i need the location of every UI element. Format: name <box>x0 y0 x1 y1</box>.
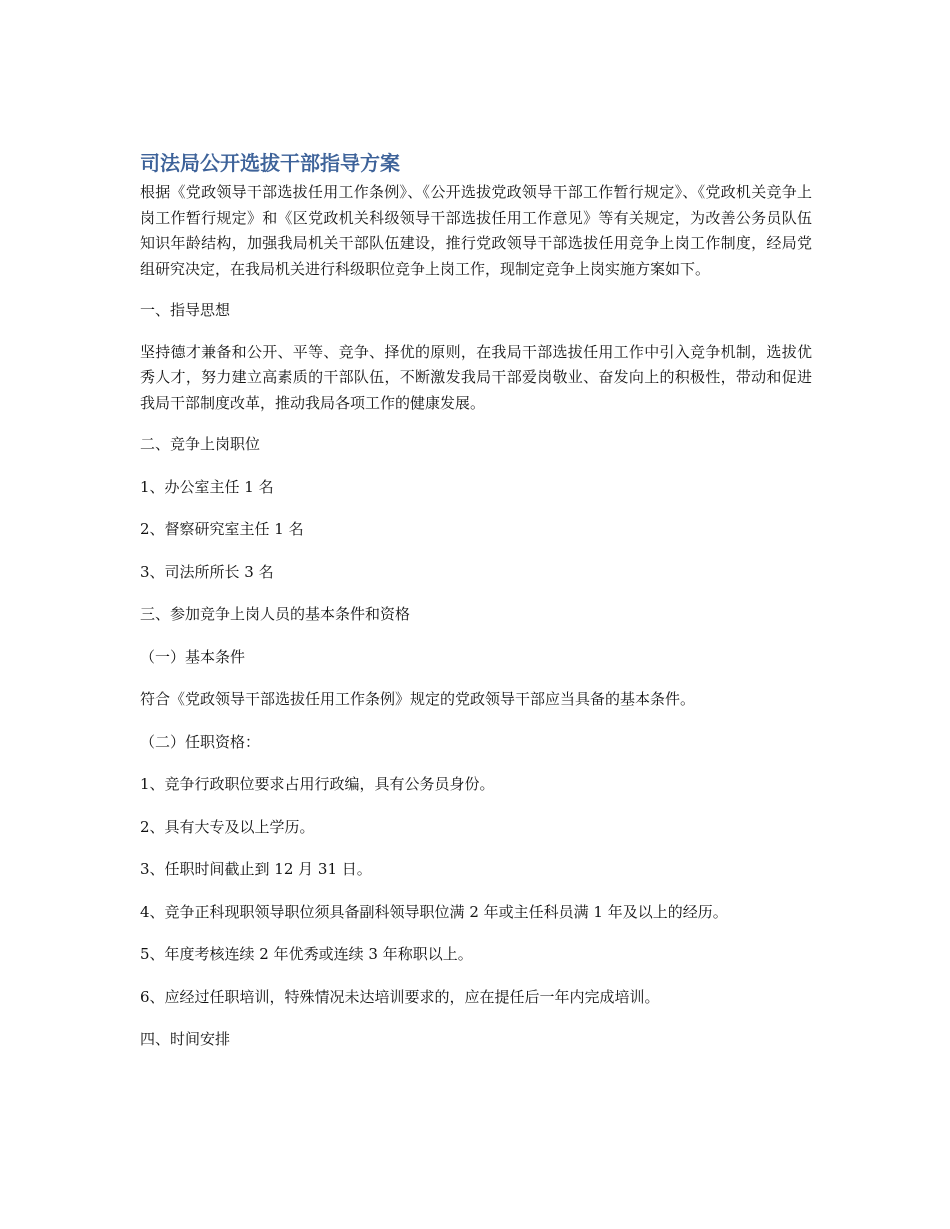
basic-conditions-paragraph: 符合《党政领导干部选拔任用工作条例》规定的党政领导干部应当具备的基本条件。 <box>140 690 696 708</box>
qualification-item: 2、具有大专及以上学历。 <box>140 817 315 836</box>
section-heading-positions: 二、竞争上岗职位 <box>140 435 261 453</box>
position-item: 2、督察研究室主任 1 名 <box>140 520 304 538</box>
intro-paragraph: 根据《党政领导干部选拔任用工作条例》、《公开选拔党政领导干部工作暂行规定》、《党政机关竞争上岗工作暂行规定》和《区党政机关科级领导干部选拔任用工作意见》等有关规定，为改善公务员队伍知识年龄结构，加强我局机关干部队伍建设，推行党政领导干部选拔任用竞争上岗工作制度，经局党组研究决定，在我局机关进行科级职位竞争上岗工作，现制定竞争上岗实施方案如下。 <box>140 183 812 278</box>
section-heading-schedule: 四、时间安排 <box>140 1030 231 1048</box>
document-title: 司法局公开选拔干部指导方案 <box>140 151 400 175</box>
document-body <box>140 148 812 1053</box>
subsection-heading-qualifications: （二）任职资格： <box>140 732 261 751</box>
qualification-item: 6、应经过任职培训，特殊情况未达培训要求的，应在提任后一年内完成培训。 <box>140 987 660 1006</box>
section-heading-conditions: 三、参加竞争上岗人员的基本条件和资格 <box>140 605 411 623</box>
subsection-heading-basic-conditions: （一）基本条件 <box>140 647 246 666</box>
position-item: 3、司法所所长 3 名 <box>140 562 274 581</box>
guiding-ideology-paragraph: 坚持德才兼备和公开、平等、竞争、择优的原则，在我局干部选拔任用工作中引入竞争机制，选拔优秀人才，努力建立高素质的干部队伍，不断激发我局干部爱岗敬业、奋发向上的积极性，带动和促进我局干部制度改革，推动我局各项工作的健康发展。 <box>140 342 812 412</box>
qualification-item: 4、竞争正科现职领导职位须具备副科领导职位满 2 年或主任科员满 1 年及以上的经历。 <box>140 902 728 921</box>
qualification-item: 3、任职时间截止到 12 月 31 日。 <box>140 860 372 878</box>
position-item: 1、办公室主任 1 名 <box>140 477 274 496</box>
qualification-item: 5、年度考核连续 2 年优秀或连续 3 年称职以上。 <box>140 945 473 963</box>
qualification-item: 1、竞争行政职位要求占用行政编，具有公务员身份。 <box>140 775 495 793</box>
section-heading-guiding-ideology: 一、指导思想 <box>140 301 231 319</box>
